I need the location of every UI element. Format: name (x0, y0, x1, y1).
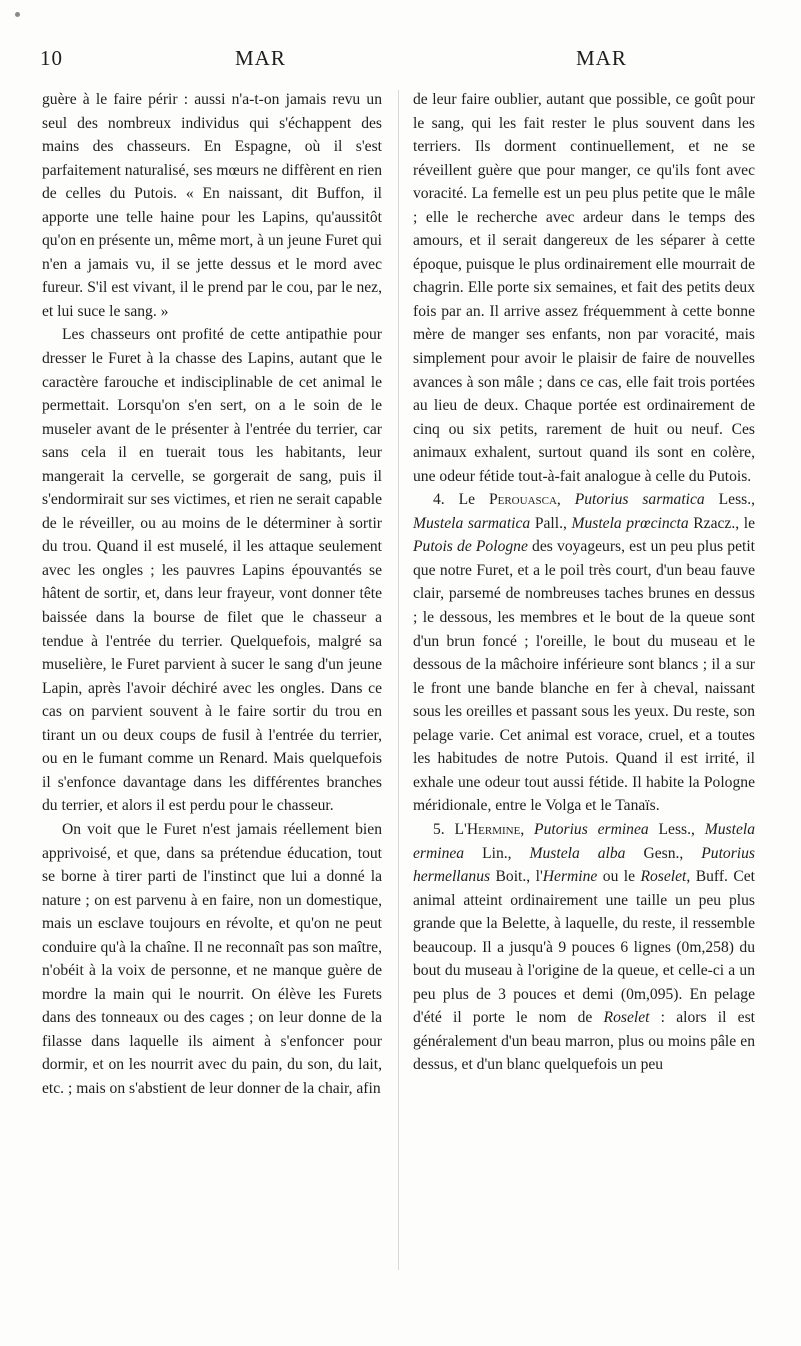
latin-name: Mustela alba (529, 844, 626, 862)
paragraph: de leur faire oublier, autant que possible, ce goût pour le sang, qui les fait rester le plus souvent dans les terriers. Ils dorment continuellement, et ne se réveillent guère que pour manger, ce qu'ils font avec voracité. La femelle est un peu plus petite que le mâle ; elle le recherche avec ardeur dans le temps des amours, et il serait dangereux de les séparer à cette époque, puisque le plus ordinairement elle mourrait de chagrin. Elle porte six semaines, et fait des petits deux fois par an. Il arrive assez fréquemment à cette bonne mère de manger ses enfants, non par voracité, mais simplement pour avoir le plaisir de faire de nouvelles avances à son mâle ; dans ce cas, elle fait trois portées au lieu de deux. Chaque portée est ordinairement de cinq ou six petits, rarement de huit ou neuf. Ces animaux exhalent, surtout quand ils sont en colère, une odeur fétide tout-à-fait analogue à celle du Putois. (413, 91, 755, 485)
latin-name: Putorius hermellanus (413, 844, 755, 886)
page-number: 10 (40, 46, 63, 70)
running-head (0, 46, 801, 76)
latin-name: Mustela prœcincta (571, 514, 689, 532)
text-run: Gesn., (625, 844, 702, 862)
common-name: Roselet (640, 868, 687, 886)
latin-name: Mustela sarmatica (413, 514, 531, 532)
text-run: des voyageurs, est un peu plus petit que notre Furet, et a le poil très court, d'un beau fauve clair, parsemé de nombreuses taches brunes en dessus ; le dessous, les membres et le bout de la queue sont d'un brun foncé ; l'oreille, le bout du museau et le dessous de la mâchoire inférieure sont blancs ; il a sur le front une bande blanche en fer à cheval, naissant sous les oreilles et passant sous les yeux. Du reste, son pelage varie. Cet animal est vorace, cruel, et a toutes les habitudes de notre Putois. Quand il est irrité, il exhale une odeur tout aussi fétide. Il habite la Pologne méridionale, entre le Volga et le Tanaïs. (413, 538, 755, 815)
column-divider (398, 90, 399, 1270)
entry-number: 4. Le (433, 491, 489, 509)
right-column (413, 88, 755, 1077)
text-run: Less., (648, 820, 705, 838)
running-title-right: MAR (576, 46, 627, 70)
text-run: , (556, 491, 575, 509)
text-run: Pall., (530, 514, 572, 532)
latin-name: Mustela erminea (413, 820, 755, 862)
left-column (42, 88, 382, 1101)
common-name: Putois de Pologne (413, 538, 528, 556)
species-name: Perouasca (488, 491, 557, 509)
species-name: Hermine (466, 820, 521, 838)
print-speck (15, 12, 20, 17)
common-name: Hermine (542, 868, 598, 886)
text-run: Lin., (464, 844, 530, 862)
text-run: , Buff. Cet animal atteint ordinairement une taille un peu plus grande que la Belette, à laquelle, du reste, il ressemble beaucoup. Il a jusqu'à 9 pouces 6 lignes (0m,258) du bout du museau à l'origine de la queue, et celle-ci a un peu plus de 3 pouces et demi (0m,095). En pelage d'été il porte le nom de (413, 868, 755, 1027)
paragraph: Les chasseurs ont profité de cette antipathie pour dresser le Furet à la chasse des Lapins, autant que le caractère farouche et indisciplinable de cet animal le permettait. Lorsqu'on s'en sert, on a le soin de le museler avant de le présenter à l'entrée du terrier, car sans cela il en tuerait tous les habitants, leur mangerait la cervelle, se gorgerait de sang, puis il s'endormirait sur ses victimes, et rien ne serait capable de le réveiller, ou au moins de le déterminer à sortir du trou. Quand il est muselé, il les attaque seulement avec les ongles ; les pauvres Lapins épouvantés se hâtent de sortir, et, dans leur frayeur, vont donner tête baissée dans la bourse de filet que le chasseur a tendue à l'entrée du terrier. Quelquefois, malgré sa muselière, le Furet parvient à sucer le sang d'un jeune Lapin, après l'avoir déchiré avec les ongles. Dans ce cas on parvient souvent à le faire sortir du trou en tirant un ou deux coups de fusil à l'entrée du terrier, ou en le fumant comme un Renard. Mais quelquefois il s'enfonce davantage dans les différentes branches du terrier, et alors il est perdu pour le chasseur. (42, 326, 382, 815)
text-run: Rzacz., le (688, 514, 755, 532)
entry-number: 5. L' (433, 820, 467, 838)
latin-name: Putorius erminea (534, 820, 649, 838)
text-run: Boit., l' (490, 868, 543, 886)
text-run: , (520, 820, 535, 838)
paragraph: On voit que le Furet n'est jamais réellement bien apprivoisé, et que, dans sa prétendue éducation, tout se borne à tirer parti de l'instinct que lui a donné la nature ; on est parvenu à en faire, non un domestique, mais un esclave toujours en révolte, et qu'on ne peut conduire qu'à la chaîne. Il ne reconnaît pas son maître, n'obéit à la voix de personne, et ne manque guère de mordre la main qui le nourrit. On élève les Furets dans des tonneaux ou des cages ; on leur donne de la filasse dans laquelle ils aiment à s'enfoncer pour dormir, et on les nourrit avec du pain, du son, du lait, etc. ; mais on s'abstient de leur donner de la chair, afin (42, 820, 382, 1097)
paragraph: guère à le faire périr : aussi n'a-t-on jamais revu un seul des nombreux individus qui s'échappent des mains des chasseurs. En Espagne, où il s'est parfaitement naturalisé, ses mœurs ne diffèrent en rien de celles du Putois. « En naissant, dit Buffon, il apporte une telle haine pour les Lapins, qu'aussitôt qu'on en présente un, même mort, à un jeune Furet qui n'en a jamais vu, il se jette dessus et le mord avec fureur. S'il est vivant, il le prend par le cou, par le nez, et lui suce le sang. » (42, 91, 382, 320)
latin-name: Putorius sarmatica (574, 491, 705, 509)
species-entry-hermine (413, 818, 755, 1077)
running-title-left: MAR (235, 46, 286, 70)
text-run: Less., (704, 491, 755, 509)
species-entry-perouasca (413, 488, 755, 818)
text-run: ou le (597, 868, 641, 886)
text-run: : alors il est généralement d'un beau marron, plus ou moins pâle en dessus, et d'un blanc quelquefois un peu (413, 1009, 755, 1074)
common-name: Roselet (603, 1009, 650, 1027)
